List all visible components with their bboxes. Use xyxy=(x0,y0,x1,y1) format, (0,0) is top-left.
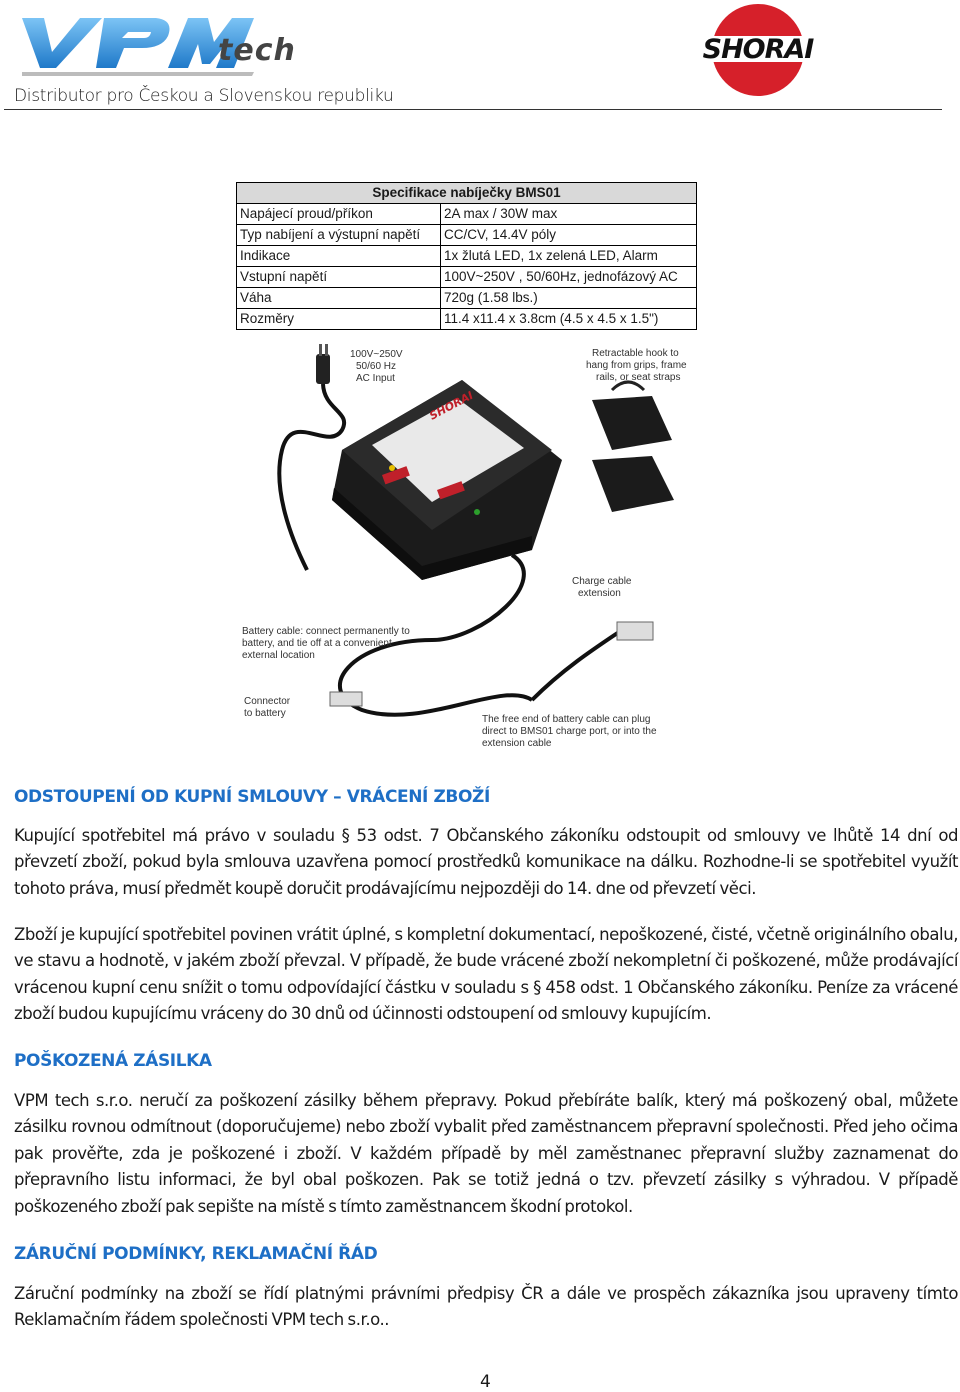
section-heading-warranty: ZÁRUČNÍ PODMÍNKY, REKLAMAČNÍ ŘÁD xyxy=(14,1244,378,1264)
spec-label: Indikace xyxy=(237,246,441,267)
header-divider xyxy=(4,109,942,110)
spec-label: Váha xyxy=(237,288,441,309)
charger-product-image xyxy=(232,340,702,760)
spec-table-title-row xyxy=(237,183,697,204)
section-heading-withdrawal: ODSTOUPENÍ OD KUPNÍ SMLOUVY – VRÁCENÍ ZBOŽÍ xyxy=(14,787,490,807)
page-number: 4 xyxy=(480,1372,491,1392)
spec-value: CC/CV, 14.4V póly xyxy=(441,225,697,246)
spec-label: Napájecí proud/příkon xyxy=(237,204,441,225)
section-heading-damaged-shipment: POŠKOZENÁ ZÁSILKA xyxy=(14,1051,212,1071)
spec-value: 100V~250V , 50/60Hz, jednofázový AC xyxy=(441,267,697,288)
table-row xyxy=(237,309,697,330)
spec-table xyxy=(236,182,697,330)
table-row xyxy=(237,288,697,309)
table-row xyxy=(237,204,697,225)
hook-accessory xyxy=(592,382,674,512)
spec-value: 1x žlutá LED, 1x zelená LED, Alarm xyxy=(441,246,697,267)
ac-plug-icon xyxy=(316,344,330,384)
paragraph-warranty: Záruční podmínky na zboží se řídí platnými právními předpisy ČR a dále ve prospěch zákazníka jsou upraveny tímto Reklamačním řádem společnosti VPM tech s.r.o.. xyxy=(14,1284,958,1330)
paragraph-damaged-shipment: VPM tech s.r.o. neručí za poškození zásilky během přepravy. Pokud přebíráte balík, který má poškozený obal, můžete zásilku rovnou odmítnout (doporučujeme) nebo zboží vybalit před zaměstnancem přepravní společnosti. Před jeho očima pak prověřte, zda je poškozené i zboží. V každém případě by měl zaměstnanec přepravní služby zaznamenat do přepravního listu informaci, že byl obal poškozen. Pak se totiž jedná o tzv. převzetí zásilky s výhradou. V případě poškozeného zboží pak sepište na místě s tímto zaměstnancem škodní protokol. xyxy=(14,1091,958,1216)
svg-text:Retractable hook tohang from g: Retractable hook to hang from grips, frame rails, or seat straps xyxy=(586,348,687,383)
svg-text:Charge cableextension: Charge cable extension xyxy=(572,576,632,599)
paragraph-withdrawal-2: Zboží je kupující spotřebitel povinen vrátit úplné, s kompletní dokumentací, nepoškozené, čisté, včetně originálního obalu, ve stavu a hodnotě, v jakém zboží převzal. V případě, že bude vrácené zboží nekompletní či poškozené, může prodávající vrácenou kupní cenu snížit o tomu odpovídající částku v souladu s § 458 odst. 1 Občanského zákoníku. Peníze za vrácené zboží budou kupujícímu vráceny do 30 dnů od účinnosti odstoupení od smlouvy kupujícím. xyxy=(14,925,958,1024)
spec-value: 11.4 x11.4 x 3.8cm (4.5 x 4.5 x 1.5") xyxy=(441,309,697,330)
shorai-logo xyxy=(682,2,834,98)
spec-table-title: Specifikace nabíječky BMS01 xyxy=(237,183,697,204)
svg-text:Battery cable: connect permane: Battery cable: connect permanently to battery, and tie off at a convenient external location xyxy=(242,626,410,661)
table-row xyxy=(237,225,697,246)
svg-text:The free end of battery cable: The free end of battery cable can plug direct to BMS01 charge port, or into the extension cable xyxy=(482,714,657,749)
spec-label: Typ nabíjení a výstupní napětí xyxy=(237,225,441,246)
spec-value: 720g (1.58 lbs.) xyxy=(441,288,697,309)
svg-text:SHORAI: SHORAI xyxy=(702,34,814,65)
charger-body xyxy=(332,380,562,580)
svg-text:tech: tech xyxy=(218,33,296,68)
spec-label: Vstupní napětí xyxy=(237,267,441,288)
svg-text:100V~250V50/60 HzAC Input: 100V~250V 50/60 Hz AC Input xyxy=(350,349,403,384)
spec-label: Rozměry xyxy=(237,309,441,330)
table-row xyxy=(237,267,697,288)
vpm-tech-logo xyxy=(18,8,328,80)
svg-text:SHORAI: SHORAI xyxy=(427,388,476,423)
paragraph-withdrawal-1: Kupující spotřebitel má právo v souladu § 53 odst. 7 Občanského zákoníku odstoupit od smlouvy ve lhůtě 14 dní od převzetí zboží, pokud byla smlouva uzavřena pomocí prostředků komunikace na dálku. Rozhodne-li se spotřebitel využít tohoto práva, musí předmět koupě doručit prodávajícímu nejpozději do 14. dne od převzetí věci. xyxy=(14,826,958,898)
svg-text:Connectorto battery: Connector to battery xyxy=(244,696,291,719)
spec-value: 2A max / 30W max xyxy=(441,204,697,225)
distributor-line: Distributor pro Českou a Slovenskou republiku xyxy=(14,86,394,106)
table-row xyxy=(237,246,697,267)
